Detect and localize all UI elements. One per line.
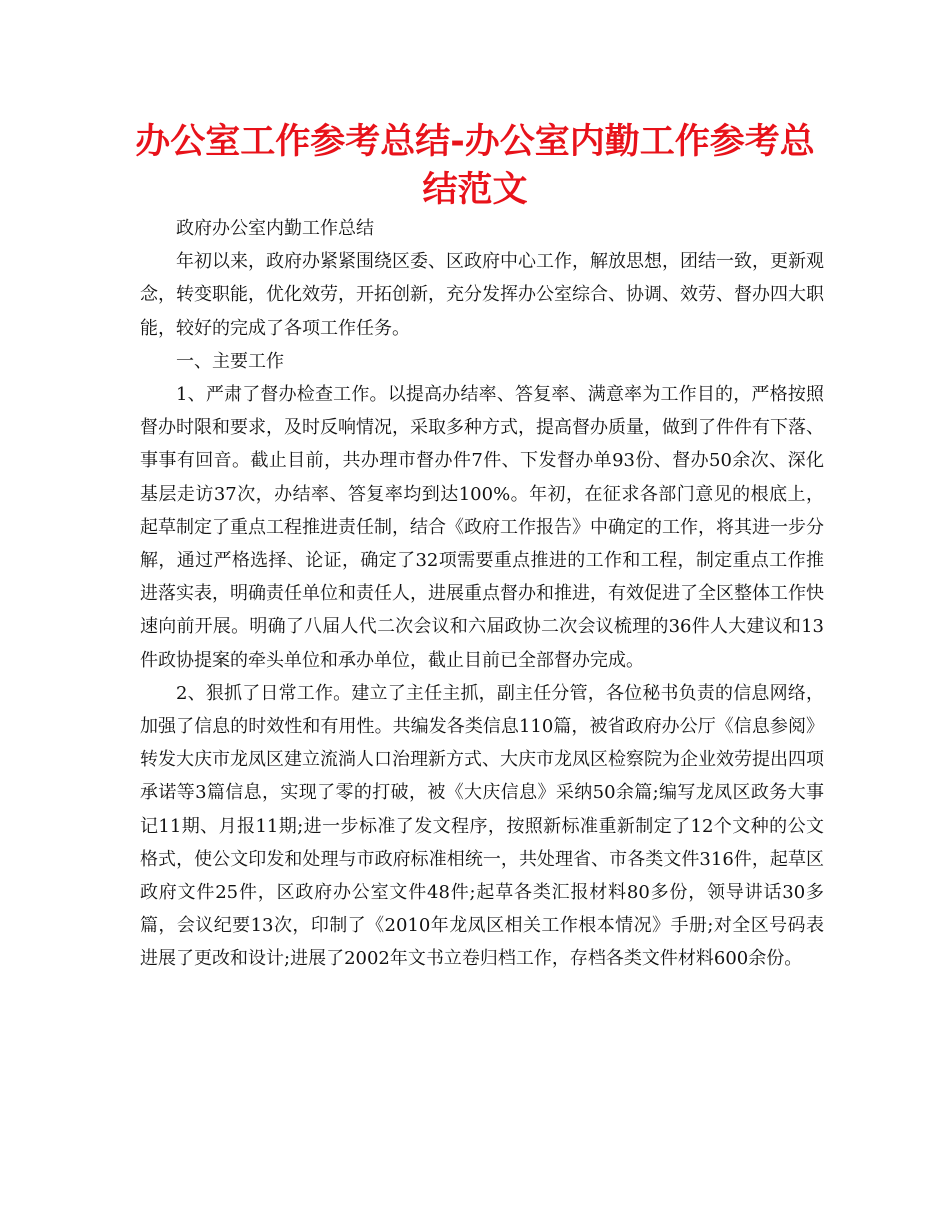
- work-item-paragraph: 1、严肃了督办检查工作。以提高办结率、答复率、满意率为工作目的，严格按照督办时限和要求，及时反响情况，采取多种方式，提高督办质量，做到了件件有下落、事事有回音。截止目前，共办理市督办件7件、下发督办单93份、督办50余次、深化基层走访37次，办结率、答复率均到达100%。年初，在征求各部门意见的根底上，起草制定了重点工程推进责任制，结合《政府工作报告》中确定的工作，将其进一步分解，通过严格选择、论证，确定了32项需要重点推进的工作和工程，制定重点工作推进落实表，明确责任单位和责任人，进展重点督办和推进，有效促进了全区整体工作快速向前开展。明确了八届人代二次会议和六届政协二次会议梳理的36件人大建议和13件政协提案的牵头单位和承办单位，截止目前已全部督办完成。: [140, 384, 824, 671]
- document-body: [140, 212, 824, 976]
- intro-paragraph: 年初以来，政府办紧紧围绕区委、区政府中心工作，解放思想，团结一致，更新观念，转变职能，优化效劳，开拓创新，充分发挥办公室综合、协调、效劳、督办四大职能，较好的完成了各项工作任务。: [140, 251, 824, 339]
- section-heading: 一、主要工作: [176, 350, 284, 372]
- document-title: 办公室工作参考总结-办公室内勤工作参考总结范文: [135, 122, 815, 210]
- work-item-paragraph: 2、狠抓了日常工作。建立了主任主抓，副主任分管，各位秘书负责的信息网络，加强了信息的时效性和有用性。共编发各类信息110篇，被省政府办公厅《信息参阅》转发大庆市龙凤区建立流淌人口治理新方式、大庆市龙凤区检察院为企业效劳提出四项承诺等3篇信息，实现了零的打破，被《大庆信息》采纳50余篇;编写龙凤区政务大事记11期、月报11期;进一步标准了发文程序，按照新标准重新制定了12个文种的公文格式，使公文印发和处理与市政府标准相统一，共处理省、市各类文件316件，起草区政府文件25件，区政府办公室文件48件;起草各类汇报材料80多份，领导讲话30多篇，会议纪要13次，印制了《2010年龙凤区相关工作根本情况》手册;对全区号码表进展了更改和设计;进展了2002年文书立卷归档工作，存档各类文件材料600余份。: [140, 682, 824, 970]
- subtitle-paragraph: 政府办公室内勤工作总结: [176, 218, 374, 239]
